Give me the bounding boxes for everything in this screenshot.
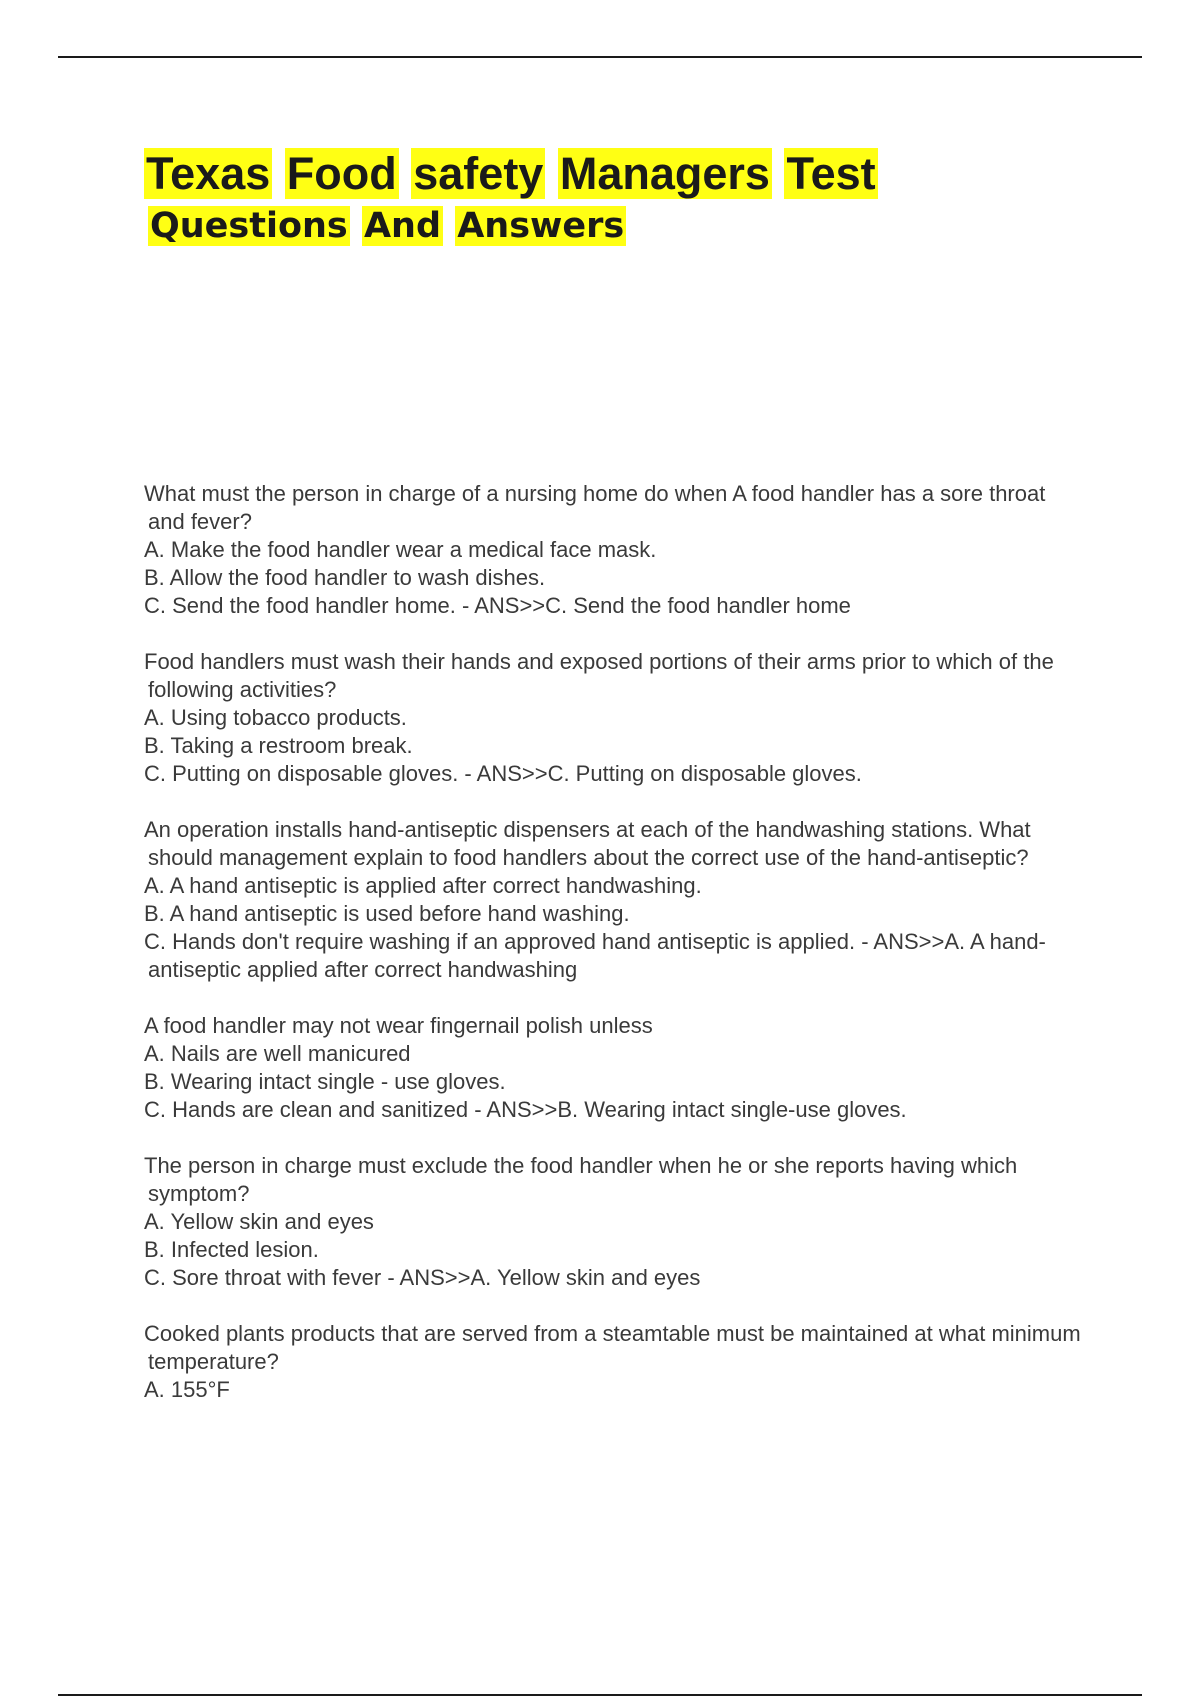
title-word: Test bbox=[786, 148, 876, 199]
qa-item bbox=[144, 816, 1084, 984]
answer-option: A. A hand antiseptic is applied after correct handwashing. bbox=[144, 873, 702, 898]
answer-option: B. Infected lesion. bbox=[144, 1237, 319, 1262]
title-line-2 bbox=[144, 200, 878, 252]
qa-list bbox=[144, 480, 1084, 1432]
title-word: Questions bbox=[150, 206, 348, 246]
answer-option: B. Wearing intact single - use gloves. bbox=[144, 1069, 506, 1094]
qa-item bbox=[144, 1152, 1084, 1292]
answer-option: A. Nails are well manicured bbox=[144, 1041, 411, 1066]
question-text: Cooked plants products that are served from a steamtable must be maintained at what minimum temperature? bbox=[144, 1321, 1081, 1374]
question-text: An operation installs hand-antiseptic dispensers at each of the handwashing stations. What should management explain to food handlers about the correct use of the hand-antiseptic? bbox=[144, 817, 1031, 870]
answer-option: C. Putting on disposable gloves. - ANS>>C. Putting on disposable gloves. bbox=[144, 761, 862, 786]
answer-option: A. Make the food handler wear a medical face mask. bbox=[144, 537, 657, 562]
title-word: Food bbox=[286, 148, 397, 199]
title-word: Texas bbox=[146, 148, 271, 199]
question-text: The person in charge must exclude the food handler when he or she reports having which symptom? bbox=[144, 1153, 1018, 1206]
qa-item bbox=[144, 1012, 1084, 1124]
question-text: What must the person in charge of a nursing home do when A food handler has a sore throat and fever? bbox=[144, 481, 1046, 534]
answer-option: C. Sore throat with fever - ANS>>A. Yellow skin and eyes bbox=[144, 1265, 701, 1290]
answer-option: C. Hands don't require washing if an approved hand antiseptic is applied. - ANS>>A. A hand-antiseptic applied after correct handwashing bbox=[144, 929, 1046, 982]
answer-option: B. A hand antiseptic is used before hand washing. bbox=[144, 901, 630, 926]
title-line-1 bbox=[144, 144, 878, 204]
title-word: Answers bbox=[457, 206, 625, 246]
qa-item bbox=[144, 480, 1084, 620]
answer-option: B. Allow the food handler to wash dishes. bbox=[144, 565, 546, 590]
title-word: Managers bbox=[559, 148, 770, 199]
qa-item bbox=[144, 1320, 1084, 1404]
document-title bbox=[144, 144, 878, 252]
answer-option: A. Yellow skin and eyes bbox=[144, 1209, 374, 1234]
qa-item bbox=[144, 648, 1084, 788]
question-text: A food handler may not wear fingernail polish unless bbox=[144, 1013, 653, 1038]
answer-option: A. 155°F bbox=[144, 1377, 230, 1402]
question-text: Food handlers must wash their hands and exposed portions of their arms prior to which of the following activities? bbox=[144, 649, 1054, 702]
answer-option: C. Hands are clean and sanitized - ANS>>B. Wearing intact single-use gloves. bbox=[144, 1097, 907, 1122]
answer-option: B. Taking a restroom break. bbox=[144, 733, 413, 758]
title-word: safety bbox=[413, 148, 544, 199]
answer-option: A. Using tobacco products. bbox=[144, 705, 407, 730]
footer-rule bbox=[58, 1694, 1142, 1696]
header-rule bbox=[58, 56, 1142, 58]
answer-option: C. Send the food handler home. - ANS>>C. Send the food handler home bbox=[144, 593, 851, 618]
title-word: And bbox=[363, 206, 442, 246]
